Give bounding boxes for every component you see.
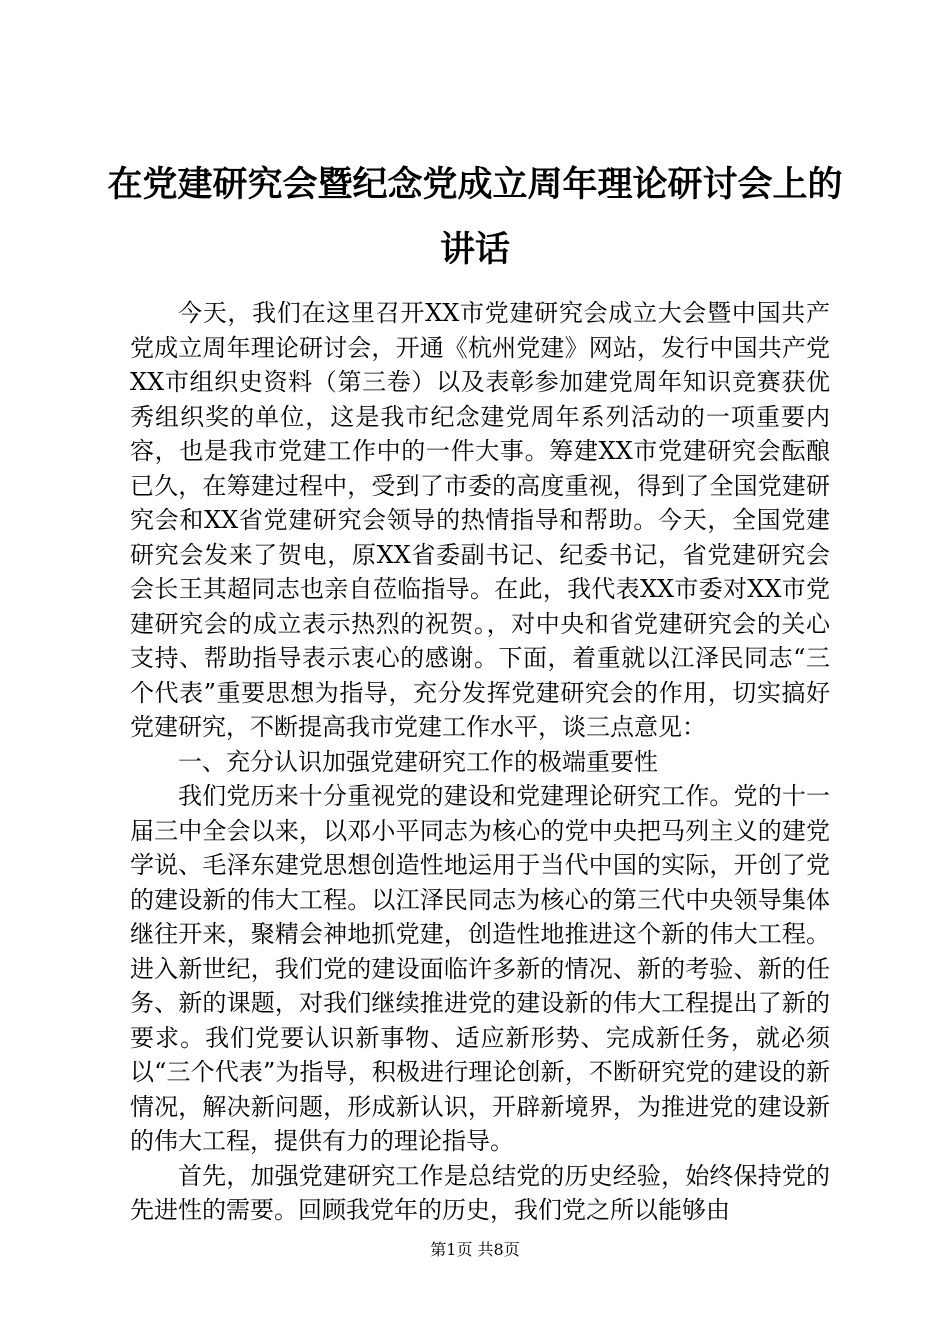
document-body [130, 296, 830, 1228]
page-footer: 第1页 共8页 [430, 1240, 520, 1259]
paragraph-first-point: 首先，加强党建研究工作是总结党的历史经验，始终保持党的先进性的需要。回顾我党年的历史，我们党之所以能够由 [130, 1161, 830, 1224]
section-heading-1: 一、充分认识加强党建研究工作的极端重要性 [178, 747, 658, 776]
paragraph-section-1: 我们党历来十分重视党的建设和党建理论研究工作。党的十一届三中全会以来，以邓小平同志为核心的党中央把马列主义的建党学说、毛泽东建党思想创造性地运用于当代中国的实际，开创了党的建设新的伟大工程。以江泽民同志为核心的第三代中央领导集体继往开来，聚精会神地抓党建，创造性地推进这个新的伟大工程。进入新世纪，我们党的建设面临许多新的情况、新的考验、新的任务、新的课题，对我们继续推进党的建设新的伟大工程提出了新的要求。我们党要认识新事物、适应新形势、完成新任务，就必须以“三个代表”为指导，积极进行理论创新，不断研究党的建设的新情况，解决新问题，形成新认识，开辟新境界，为推进党的建设新的伟大工程，提供有力的理论指导。 [130, 782, 830, 1155]
document-title: 在党建研究会暨纪念党成立周年理论研讨会上的讲话 [107, 164, 843, 270]
paragraph-intro: 今天，我们在这里召开XX市党建研究会成立大会暨中国共产党成立周年理论研讨会，开通《杭州党建》网站，发行中国共产党XX市组织史资料（第三卷）以及表彰参加建党周年知识竞赛获优秀组织奖的单位，这是我市纪念建党周年系列活动的一项重要内容，也是我市党建工作中的一件大事。筹建XX市党建研究会酝酿已久，在筹建过程中，受到了市委的高度重视，得到了全国党建研究会和XX省党建研究会领导的热情指导和帮助。今天，全国党建研究会发来了贺电，原XX省委副书记、纪委书记，省党建研究会会长王其超同志也亲自莅临指导。在此，我代表XX市委对XX市党建研究会的成立表示热烈的祝贺。，对中央和省党建研究会的关心支持、帮助指导表示衷心的感谢。下面，着重就以江泽民同志“三个代表”重要思想为指导，充分发挥党建研究会的作用，切实搞好党建研究，不断提高我市党建工作水平，谈三点意见： [130, 299, 830, 741]
